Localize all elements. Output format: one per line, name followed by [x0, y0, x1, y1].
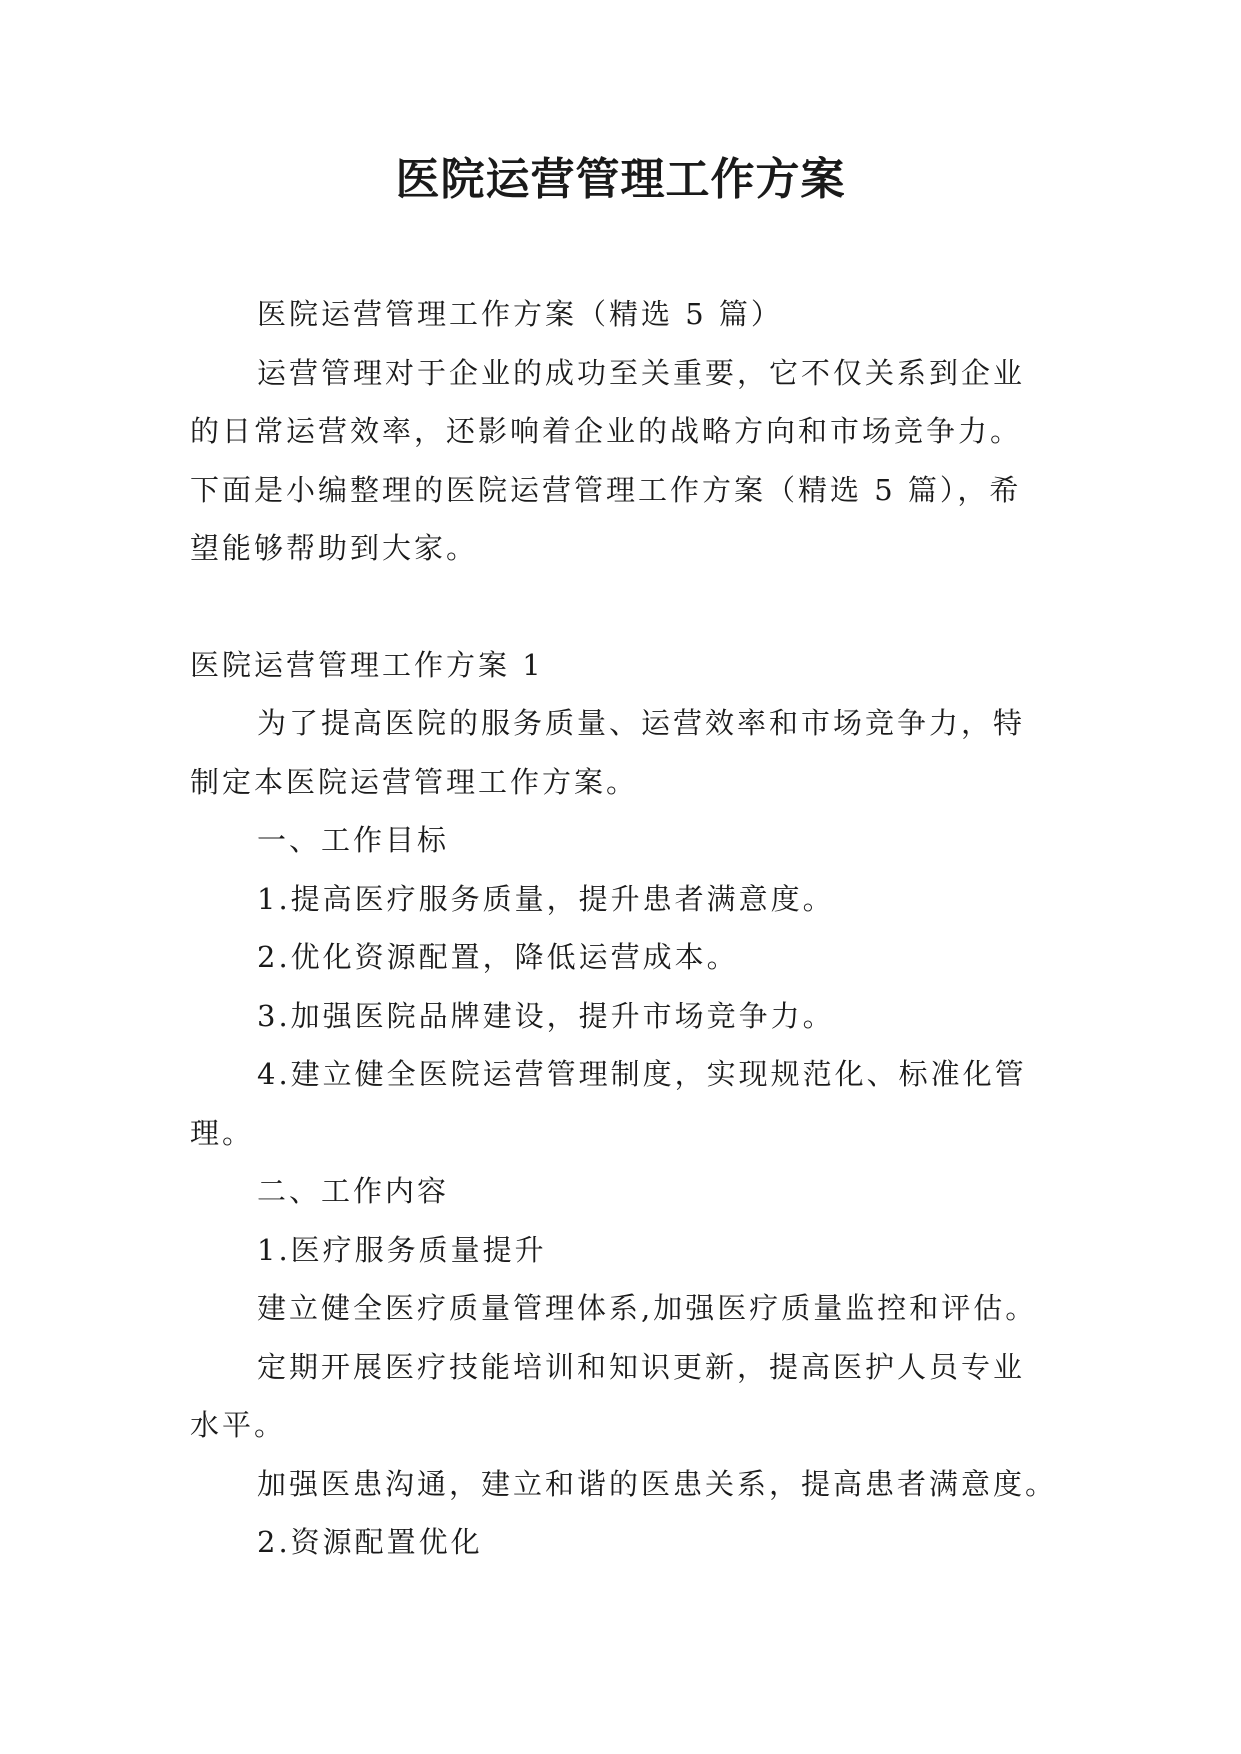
document-title: 医院运营管理工作方案: [395, 154, 846, 205]
text-line: 1.提高医疗服务质量，提升患者满意度。: [257, 881, 835, 916]
text-line: 医院运营管理工作方案（精选 5 篇）: [257, 297, 783, 331]
document-body: [190, 285, 1058, 1572]
text-line: 2.资源配置优化: [257, 1525, 483, 1559]
text-line: 2.优化资源配置，降低运营成本。: [257, 940, 739, 974]
text-line: 建立健全医疗质量管理体系,加强医疗质量监控和评估。: [257, 1291, 1038, 1325]
text-line: 加强医患沟通，建立和谐的医患关系，提高患者满意度。: [257, 1466, 1058, 1501]
text-line: 一、工作目标: [257, 823, 450, 857]
text-line: 3.加强医院品牌建设，提升市场竞争力。: [257, 998, 835, 1033]
paragraph-gap: [190, 578, 1050, 636]
text-line: 二、工作内容: [257, 1174, 450, 1208]
text-line: 水平。: [190, 1408, 287, 1442]
text-line: 制定本医院运营管理工作方案。: [190, 764, 639, 799]
text-line: 望能够帮助到大家。: [190, 531, 479, 565]
text-line: 医院运营管理工作方案 1: [190, 647, 544, 682]
text-line: 为了提高医院的服务质量、运营效率和市场竞争力，特: [257, 706, 1026, 740]
text-line: 定期开展医疗技能培训和知识更新，提高医护人员专业: [257, 1349, 1026, 1384]
text-line: 理。: [190, 1115, 255, 1150]
text-line: 下面是小编整理的医院运营管理工作方案（精选 5 篇），希: [190, 472, 1022, 507]
text-line: 运营管理对于企业的成功至关重要，它不仅关系到企业: [257, 355, 1026, 390]
text-line: 的日常运营效率，还影响着企业的战略方向和市场竞争力。: [190, 414, 1023, 448]
text-line: 1.医疗服务质量提升: [257, 1232, 547, 1267]
text-line: 4.建立健全医院运营管理制度，实现规范化、标准化管: [257, 1057, 1027, 1091]
